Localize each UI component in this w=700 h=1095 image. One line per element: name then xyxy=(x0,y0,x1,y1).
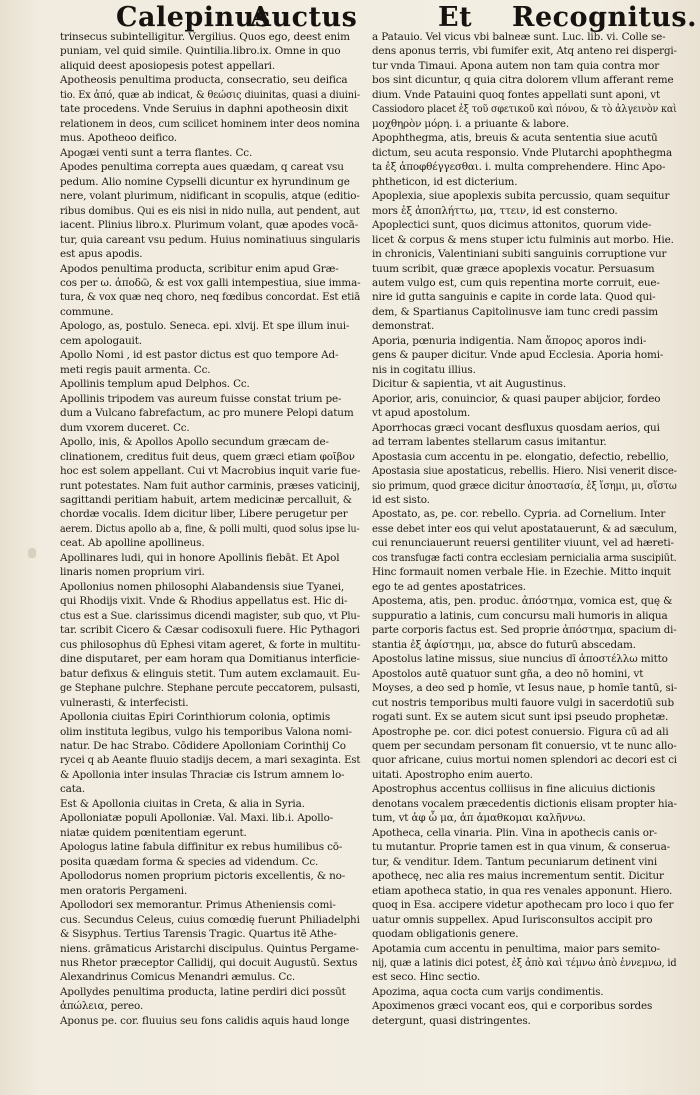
text-line: ceat. Ab apolline apollineus. xyxy=(60,537,205,550)
text-line: rycei q ab Aeante fluuio stadijs decem, a mari sexaginta. Est xyxy=(60,754,361,767)
text-line: gens & pauper dicitur. Vnde apud Ecclesia. Aporia homi- xyxy=(372,349,664,362)
left-text-column xyxy=(60,30,360,1028)
text-line: Cassiodoro placet ἐξ τοῦ σφετικοῦ καὶ πόνου, & τὸ ἀλγεινὸν καὶ xyxy=(372,103,677,116)
text-line: olim instituta legibus, vulgo his temporibus Valona nomi- xyxy=(60,725,352,738)
text-line: meti regis pauit armenta. Cc. xyxy=(60,363,211,376)
text-line: demonstrat. xyxy=(372,320,435,333)
text-line: sagittandi peritiam habuit, artem medicinæ percalluit, & xyxy=(60,494,352,506)
text-line: niatæ quidem pœnitentiam egerunt. xyxy=(60,826,247,839)
text-line: nus Rhetor præceptor Callidij, qui docuit Augustū. Sextus xyxy=(60,957,358,969)
text-line: Apotheca, cella vinaria. Plin. Vina in apothecis canis or- xyxy=(372,826,658,839)
text-line: cus philosophus dū Ephesi vitam ageret, & forte in multitu- xyxy=(60,638,361,651)
text-line: cut nostris temporibus multi fauore vulgi in sacerdotiū sub xyxy=(372,696,674,709)
text-line: parte corporis factus est. Sed proprie ἀπόστημα, spacium di- xyxy=(372,624,677,637)
text-line: nij, quæ a latinis dici potest, ἐξ ἀπὸ καὶ τέμνω ἀπὸ ἐννεμνω, id xyxy=(372,957,677,969)
text-line: Apostolos autē quatuor sunt gña, a deo nō homini, vt xyxy=(372,667,644,680)
text-line: tur, & venditur. Idem. Tantum pecuniarum detinent vini xyxy=(372,855,657,868)
text-line: sio primum, quod græce dicitur ἀποστασία, ἐξ ἵσημι, μι, σἵστω xyxy=(372,479,677,492)
text-line: in chronicis, Valentiniani subiti sanguinis corruptione vur xyxy=(372,248,667,261)
text-line: cem apologauit. xyxy=(60,334,142,347)
text-line: & Sisyphus. Tertius Tarensis Tragic. Quartus itē Athe- xyxy=(60,928,337,941)
text-line: quor africane, cuius mortui nomen splendori ac decori est ci xyxy=(372,754,677,767)
text-line: pedum. Alio nomine Cypselli dicuntur ex hyrundinum ge xyxy=(60,175,350,188)
text-line: Apologus latine fabula diffinitur ex rebus humilibus cō- xyxy=(60,841,343,854)
text-line: cui renunciauerunt reuersi gentiliter viuunt, vel ad hæreti- xyxy=(372,537,674,550)
text-line: qui Rhodijs vixit. Vnde & Rhodius appellatus est. Hic di- xyxy=(60,595,348,608)
text-line: phtheticon, id est dicterium. xyxy=(372,175,518,188)
text-line: Apostolus latine missus, siue nuncius dī ἀποστέλλω mitto xyxy=(372,653,668,666)
text-line: Apogæi venti sunt a terra flantes. Cc. xyxy=(60,146,253,159)
text-line: dictum, seu acuta responsio. Vnde Plutarchi apophthegma xyxy=(372,146,673,159)
text-line: mors ἐξ ἀποπλήττω, μα, ττειν, id est consterno. xyxy=(372,204,618,217)
right-text-column xyxy=(372,30,677,1028)
text-line: nire id gutta sanguinis e capite in corde lata. Quod qui- xyxy=(372,291,656,304)
text-line: Aporia, pœnuria indigentia. Nam ἄπορος aporos indi- xyxy=(372,334,647,347)
text-line: commune. xyxy=(60,305,114,318)
text-line: tum, vt ἀφ ὦ μα, ἀπ ἀμαθκομαι καλῆννω. xyxy=(372,812,586,825)
text-line: & Apollonia inter insulas Thraciæ cis Istrum amnem lo- xyxy=(60,768,345,781)
text-line: Apollydes penultima producta, latine perdiri dici possūt xyxy=(60,985,346,998)
text-line: linaris nomen proprium viri. xyxy=(60,566,205,579)
text-line: Aponus pe. cor. fluuius seu fons calidis aquis haud longe xyxy=(60,1014,350,1027)
text-line: niens. grāmaticus Aristarchi discipulus. Quintus Pergame- xyxy=(60,942,359,955)
text-line: trinsecus subintelligitur. Vergilius. Quos ego, deest enim xyxy=(60,31,350,43)
text-line: aliquid deest aposiopesis potest appellari. xyxy=(60,59,276,72)
text-line: est apus apodis. xyxy=(60,248,143,261)
text-line: Apotamia cum accentu in penultima, maior pars semito- xyxy=(372,942,660,955)
text-line: tur, quia careant vsu pedum. Huius nominatiuus singularis xyxy=(60,233,361,246)
text-line: Apozima, aqua cocta cum varijs condimentis. xyxy=(372,985,604,998)
text-line: dine disputaret, per eam horam qua Domitianus interficie- xyxy=(60,653,360,666)
text-line: Apollonius nomen philosophi Alabandensis siue Tyanei, xyxy=(60,580,345,593)
text-line: Apoplexia, siue apoplexis subita percussio, quam sequitur xyxy=(372,190,670,203)
text-line: Alexandrinus Comicus Menandri æmulus. Cc. xyxy=(60,971,296,984)
text-line: Apophthegma, atis, breuis & acuta sententia siue acutū xyxy=(372,132,658,145)
text-line: tur vnda Timaui. Apona autem non tam quia contra mor xyxy=(372,59,660,72)
text-line: denotans vocalem præcedentis dictionis elisam propter hia- xyxy=(372,797,677,810)
text-line: esse debet inter eos qui velut apostatauerunt, & ad sæculum, xyxy=(372,522,678,535)
text-line: ge Stephane pulchre. Stephane percute peccatorem, pulsasti, xyxy=(60,682,361,695)
text-line: tio. Ex ἀπό, quæ ab indicat, & θεώσις diuinitas, quasi a diuini- xyxy=(60,88,361,101)
text-line: Apostrophus accentus colliisus in fine alicuius dictionis xyxy=(372,783,655,796)
text-line: cus. Secundus Celeus, cuius comœdię fuerunt Philiadelphi xyxy=(60,913,360,926)
text-line: ribus domibus. Qui es eis nisi in nido nulla, aut pendent, aut xyxy=(60,204,360,217)
text-line: men oratoris Pergameni. xyxy=(60,884,188,897)
text-line: suppuratio a latinis, cum concursu mali humoris in aliqua xyxy=(372,609,668,622)
text-line: dum vxorem duceret. Cc. xyxy=(60,421,190,434)
text-line: clinationem, creditus fuit deus, quem græci etiam φοῖβον xyxy=(60,450,355,463)
text-line: Apostato, as, pe. cor. rebello. Cypria. ad Cornelium. Inter xyxy=(372,508,666,521)
text-line: Apollinares ludi, qui in honore Apollinis fiebāt. Et Apol xyxy=(60,551,340,564)
page-stain xyxy=(28,548,36,558)
text-line: Aporrhocas græci vocant desfluxus quosdam aerios, qui xyxy=(372,421,660,434)
text-line: natur. De hac Strabo. Cōdidere Apolloniam Corinthij Co xyxy=(60,739,346,752)
text-line: quodam obligationis genere. xyxy=(372,928,519,941)
text-line: Apostrophe pe. cor. dici potest conuersio. Figura cū ad ali xyxy=(372,725,669,738)
text-line: dens aponus terris, vbi fumifer exit, Atq anteno rei dispergi- xyxy=(372,45,677,58)
text-line: Apollo, inis, & Apollos Apollo secundum græcam de- xyxy=(60,436,329,449)
text-line: Apostema, atis, pen. produc. ἀπόστημα, vomica est, quę & xyxy=(372,595,673,608)
text-line: Aporior, aris, conuincior, & quasi pauper abijcior, fordeo xyxy=(372,392,661,405)
text-line: stantia ἐξ ἀφίστημι, μα, absce do futurū abscedam. xyxy=(372,638,636,651)
text-line: ἀπώλεια, pereo. xyxy=(60,1000,144,1013)
text-line: cos transfugæ facti contra ecclesiam pernicialia arma suscipiūt. xyxy=(372,551,677,564)
text-line: relationem in deos, cum scilicet hominem inter deos nomina xyxy=(60,117,360,130)
text-line: Apollo Nomi , id est pastor dictus est quo tempore Ad- xyxy=(60,349,339,362)
text-line: Apostasia siue apostaticus, rebellis. Hiero. Nisi venerit disce- xyxy=(372,465,677,478)
text-line: Hinc formauit nomen verbale Hie. in Ezechie. Mitto inquit xyxy=(372,566,671,579)
text-line: μοχθηρὸν μόρη. i. a priuante & labore. xyxy=(372,117,569,130)
text-line: Apolloniatæ populi Apolloniæ. Val. Maxi. lib.i. Apollo- xyxy=(60,812,334,825)
text-line: etiam apotheca statio, in qua res venales apponunt. Hiero. xyxy=(372,884,673,897)
text-line: tuum scribit, quæ græce apoplexis vocatur. Persuasum xyxy=(372,262,655,275)
text-line: a Patauio. Vel vicus vbi balneæ sunt. Luc. lib. vi. Colle se- xyxy=(372,31,666,43)
text-line: tar. scribit Cicero & Cæsar codisoxuli fuere. Hic Pythagori xyxy=(60,624,360,637)
text-line: runt potestates. Nam fuit author carminis, præses vaticinij, xyxy=(60,479,361,492)
text-line: dem, & Spartianus Capitolinusve iam tunc credi passim xyxy=(372,305,658,318)
text-line: quoq in Esa. accipere videtur apothecam pro loco i quo fer xyxy=(372,899,674,912)
text-line: chordæ vocalis. Idem dicitur liber, Libere perugetur per xyxy=(60,508,348,521)
text-line: Apoximenos græci vocant eos, qui e corporibus sordes xyxy=(372,1000,653,1013)
header-word-auctus: Auctus xyxy=(250,2,358,33)
text-line: ad terram labentes stellarum casus imitantur. xyxy=(372,436,607,449)
header-word-recognitus: Recognitus. xyxy=(512,2,698,33)
text-line: tate procedens. Vnde Seruius in daphni apotheosin dixit xyxy=(60,103,349,116)
text-line: nis in cogitatu illius. xyxy=(372,363,476,376)
text-line: Apollodorus nomen proprium pictoris excellentis, & no- xyxy=(60,870,346,883)
text-line: quem per secundam personam fit conuersio, vt te nunc allo- xyxy=(372,739,677,752)
header-word-et: Et xyxy=(438,2,473,33)
text-line: detergunt, quasi distringentes. xyxy=(372,1014,531,1027)
text-line: Moyses, a deo sed p homīe, vt Iesus naue, p homīe tantū, si- xyxy=(372,682,678,695)
text-line: cata. xyxy=(60,783,85,796)
text-line: licet & corpus & mens stuper ictu fulminis aut morbo. Hie. xyxy=(372,233,674,246)
text-line: Est & Apollonia ciuitas in Creta, & alia in Syria. xyxy=(60,797,305,810)
text-line: batur defixus & elinguis stetit. Tum autem exclamauit. Eu- xyxy=(60,667,360,680)
text-line: nere, volant plurimum, nidificant in scopulis, atque (editio- xyxy=(60,190,360,203)
text-line: uatur omnis suppellex. Apud Iurisconsultos accipit pro xyxy=(372,913,653,926)
text-line: Dicitur & sapientia, vt ait Augustinus. xyxy=(372,378,567,391)
text-line: mus. Apotheoo deifico. xyxy=(60,132,177,145)
text-line: est seco. Hinc sectio. xyxy=(372,971,481,984)
text-line: ta ἐξ ἀποφθέγγεσθαι. i. multa comprehendere. Hinc Apo- xyxy=(372,161,666,174)
text-line: bos sint dicuntur, q quia citra dolorem vllum afferant reme xyxy=(372,74,674,87)
text-line: hoc est solem appellant. Cui vt Macrobius inquit varie fue- xyxy=(60,465,361,478)
text-line: Apodos penultima producta, scribitur enim apud Græ- xyxy=(60,262,339,275)
text-line: ego te ad gentes apostatrices. xyxy=(372,580,526,593)
text-line: ctus est a Sue. clarissimus dicendi magister, sub quo, vt Plu- xyxy=(60,609,361,622)
text-line: Apollinis templum apud Delphos. Cc. xyxy=(60,378,250,391)
text-line: cos per ω. ἀποδῶ, & est vox galli intempestiua, siue imma- xyxy=(60,276,361,289)
text-line: Apollodori sex memorantur. Primus Atheniensis comi- xyxy=(60,899,336,912)
text-line: id est sisto. xyxy=(372,494,430,506)
text-line: Apoplectici sunt, quos dicimus attonitos, quorum vide- xyxy=(372,219,652,232)
text-line: dium. Vnde Patauini quoq fontes appellati sunt aponi, vt xyxy=(372,88,661,101)
text-line: puniam, vel quid simile. Quintilia.libro.ix. Omne in quo xyxy=(60,45,341,58)
text-line: posita quædam forma & species ad videndum. Cc. xyxy=(60,855,319,868)
text-line: apothecę, nec alia res maius incrementum sentit. Dicitur xyxy=(372,870,664,883)
text-line: Apollonia ciuitas Epiri Corinthiorum colonia, optimis xyxy=(60,711,331,724)
text-line: tura, & vox quæ neq choro, neq fœdibus concordat. Est etiā xyxy=(60,291,361,304)
text-line: iacent. Plinius libro.x. Plurimum volant, quæ apodes vocā- xyxy=(60,219,359,232)
text-line: Apologo, as, postulo. Seneca. epi. xlvij. Et spe illum inui- xyxy=(60,320,350,333)
text-line: aerem. Dictus apollo ab a, fine, & polli multi, quod solus ipse lu- xyxy=(60,522,360,535)
text-line: Apodes penultima correpta aues quædam, q careat vsu xyxy=(60,161,344,174)
text-line: dum a Vulcano fabrefactum, ac pro munere Pelopi datum xyxy=(60,407,354,420)
text-line: Apostasia cum accentu in pe. elongatio, defectio, rebellio, xyxy=(372,450,669,463)
text-line: Apollinis tripodem vas aureum fuisse constat trium pe- xyxy=(60,392,342,405)
text-line: Apotheosis penultima producta, consecratio, seu deifica xyxy=(60,74,348,87)
text-line: rogati sunt. Ex se autem sicut sunt ipsi pseudo prophetæ. xyxy=(372,711,669,724)
text-line: uitati. Apostropho enim auerto. xyxy=(372,768,533,781)
text-line: vulnerasti, & interfecisti. xyxy=(60,696,189,709)
text-line: autem vulgo est, cum quis repentina morte corruit, eue- xyxy=(372,276,660,289)
text-line: vt apud apostolum. xyxy=(372,407,471,420)
text-line: tu mutantur. Proprie tamen est in qua vinum, & conserua- xyxy=(372,841,670,854)
header-word-calepinus: Calepinus xyxy=(116,2,271,33)
